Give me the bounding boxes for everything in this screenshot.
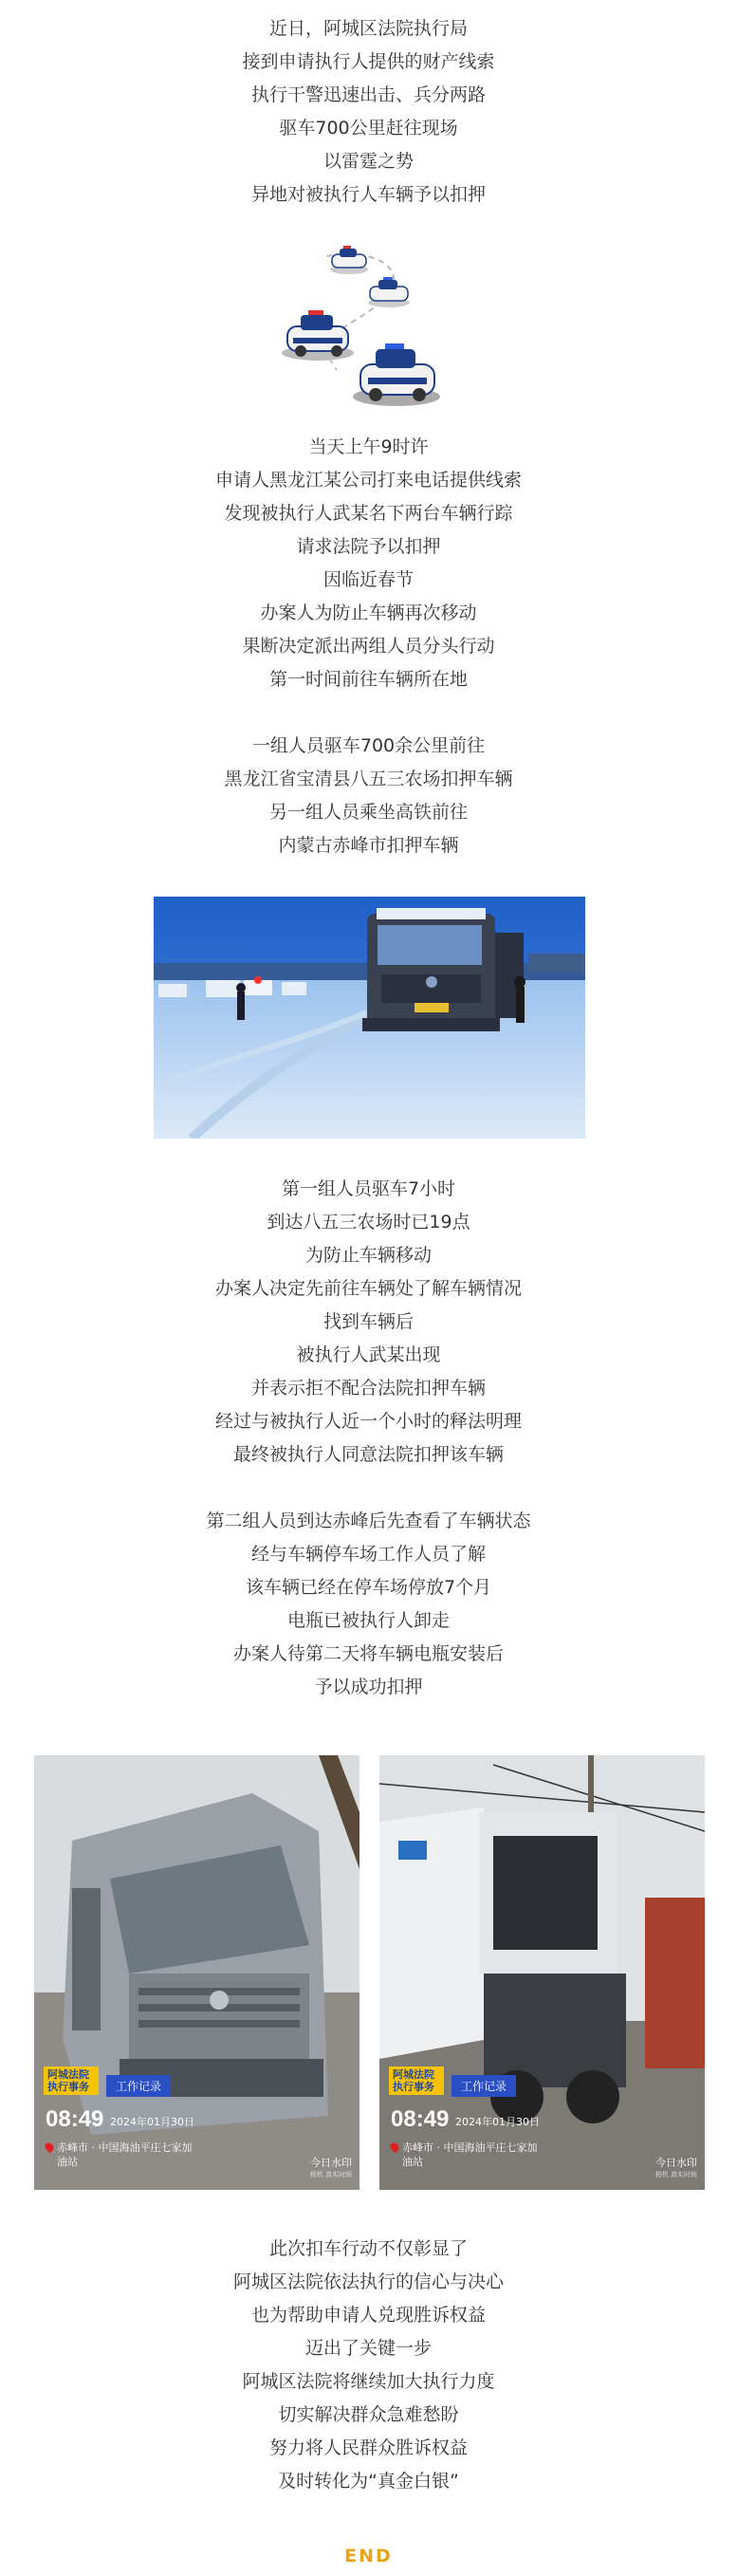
watermark-record: 工作记录 (106, 2075, 171, 2097)
text-line: 黑龙江省宝清县八五三农场扣押车辆 (224, 769, 513, 789)
text-line: 驱车700公里赶往现场 (279, 118, 458, 139)
text-line: 当天上午9时许 (308, 436, 429, 457)
watermark-date: 2024年01月30日 (110, 2116, 194, 2128)
text-line: 最终被执行人同意法院扣押该车辆 (232, 1444, 504, 1465)
watermark-stamp-sub: 相机 真实时间 (654, 2171, 697, 2178)
watermark-record: 工作记录 (451, 2075, 516, 2097)
watermark-stamp-label: 今日水印 (310, 2157, 352, 2169)
text-line: 经与车辆停车场工作人员了解 (250, 1544, 486, 1565)
photo-watermark (44, 2066, 214, 2178)
watermark-date: 2024年01月30日 (455, 2116, 540, 2128)
truck-front-photo (34, 1755, 359, 2190)
text-line: 该车辆已经在停车场停放7个月 (245, 1577, 492, 1598)
text-line: 第一组人员驱车7小时 (281, 1178, 456, 1199)
text-line: 申请人黑龙江某公司打来电话提供线索 (214, 470, 522, 491)
text-line: 办案人待第二天将车辆电瓶安装后 (232, 1643, 504, 1664)
text-line: 执行干警迅速出击、兵分两路 (250, 84, 486, 105)
snow-truck-photo (154, 897, 585, 1139)
watermark-stamp (655, 2158, 697, 2180)
location-pin-icon (389, 2141, 401, 2154)
watermark-time: 08:49 (391, 2106, 450, 2132)
watermark-stamp (310, 2158, 352, 2180)
text-line: 阿城区法院依法执行的信心与决心 (232, 2271, 504, 2292)
text-line: 异地对被执行人车辆予以扣押 (250, 184, 486, 205)
text-line: 办案人为防止车辆再次移动 (260, 602, 477, 623)
text-line: 因临近春节 (322, 569, 414, 590)
text-line: 以雷霆之势 (322, 151, 414, 172)
watermark-tag: 阿城法院执行事务 (389, 2066, 444, 2095)
text-line: 办案人决定先前往车辆处了解车辆情况 (214, 1278, 522, 1299)
text-line: 第一时间前往车辆所在地 (268, 669, 468, 690)
text-line: 为防止车辆移动 (304, 1245, 432, 1266)
text-line: 电瓶已被执行人卸走 (286, 1610, 450, 1631)
watermark-time: 08:49 (46, 2106, 104, 2132)
text-line: 另一组人员乘坐高铁前往 (268, 802, 468, 823)
photo-watermark (389, 2066, 560, 2178)
text-line: 并表示拒不配合法院扣押车辆 (250, 1378, 486, 1399)
text-line: 发现被执行人武某名下两台车辆行踪 (224, 503, 513, 524)
text-line: 内蒙古赤峰市扣押车辆 (278, 835, 459, 856)
text-line: 予以成功扣押 (314, 1677, 423, 1697)
text-line: 阿城区法院将继续加大执行力度 (242, 2371, 495, 2392)
text-line: 第二组人员到达赤峰后先查看了车辆状态 (206, 1510, 531, 1531)
narrative-paragraph (0, 431, 737, 862)
text-line: 努力将人民群众胜诉权益 (268, 2437, 468, 2458)
watermark-tag: 阿城法院执行事务 (44, 2066, 99, 2095)
truck-rear-photo (379, 1755, 705, 2190)
text-line: 请求法院予以扣押 (296, 536, 441, 557)
watermark-location: 赤峰市 · 中国海油平庄七家加油站 (57, 2141, 193, 2168)
narrative-paragraph (0, 1173, 737, 1704)
text-line: 切实解决群众急难愁盼 (278, 2404, 459, 2425)
closing-paragraph (0, 2233, 737, 2498)
text-line: 被执行人武某出现 (296, 1344, 441, 1365)
text-line (0, 1472, 737, 1505)
text-line: 找到车辆后 (322, 1311, 414, 1332)
text-line: 近日，阿城区法院执行局 (268, 18, 468, 39)
end-label: END (344, 2546, 393, 2567)
intro-paragraph (0, 12, 737, 212)
text-line: 也为帮助申请人兑现胜诉权益 (250, 2305, 486, 2326)
text-line: 到达八五三农场时已19点 (267, 1212, 470, 1232)
text-line: 及时转化为“真金白银” (278, 2471, 459, 2492)
text-line: 一组人员驱车700余公里前往 (251, 735, 486, 756)
text-line: 经过与被执行人近一个小时的释法明理 (214, 1411, 522, 1432)
location-pin-icon (44, 2141, 56, 2154)
watermark-stamp-sub: 相机 真实时间 (309, 2171, 352, 2178)
text-line: 接到申请执行人提供的财产线索 (242, 51, 495, 72)
text-line (0, 696, 737, 730)
text-line: 此次扣车行动不仅彰显了 (268, 2238, 468, 2259)
watermark-location: 赤峰市 · 中国海油平庄七家加油站 (402, 2141, 538, 2168)
text-line: 迈出了关键一步 (304, 2338, 432, 2359)
police-cars-illustration (270, 228, 455, 417)
text-line: 果断决定派出两组人员分头行动 (242, 636, 495, 657)
watermark-stamp-label: 今日水印 (655, 2157, 697, 2169)
